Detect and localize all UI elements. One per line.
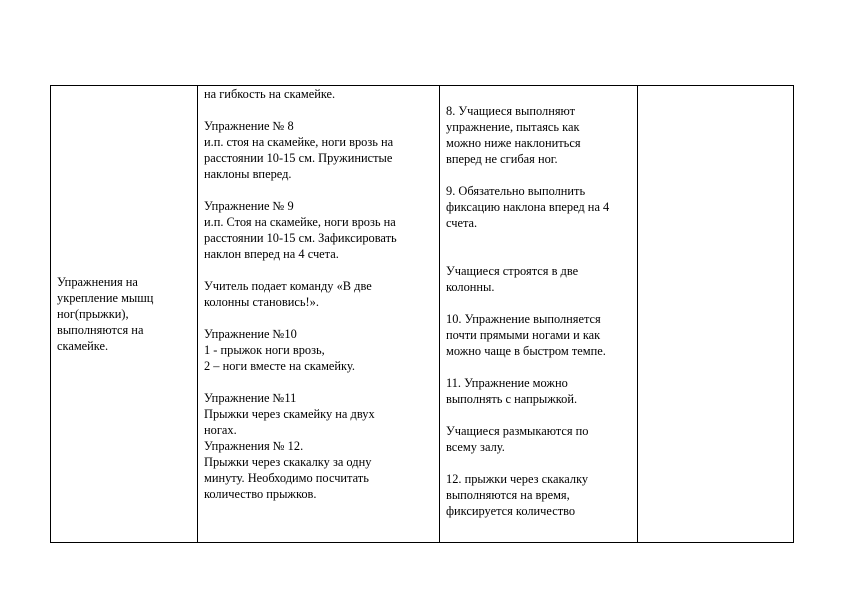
exercise-content-line: Прыжки через скакалку за одну bbox=[204, 455, 372, 469]
exercise-content-line: Прыжки через скамейку на двух bbox=[204, 407, 375, 421]
methodical-note-line: выполнять с напрыжкой. bbox=[446, 392, 578, 406]
methodical-note-line: 11. Упражнение можно bbox=[446, 376, 568, 390]
exercise-content-line: на гибкость на скамейке. bbox=[204, 87, 336, 101]
exercise-content-line: минуту. Необходимо посчитать bbox=[204, 471, 369, 485]
empty-cell bbox=[638, 86, 794, 543]
exercise-content-line: Упражнение № 8 bbox=[204, 119, 294, 133]
methodical-note-line: почти прямыми ногами и как bbox=[446, 328, 601, 342]
paragraph-gap bbox=[446, 407, 631, 423]
exercise-content-line: расстоянии 10-15 см. Зафиксировать bbox=[204, 231, 397, 245]
methodical-note-line: можно чаще в быстром темпе. bbox=[446, 344, 606, 358]
paragraph-gap bbox=[204, 102, 433, 118]
paragraph-gap bbox=[446, 359, 631, 375]
exercise-name-line: выполняются на bbox=[57, 323, 144, 337]
exercise-name-cell bbox=[51, 86, 198, 543]
exercise-content-line: наклон вперед на 4 счета. bbox=[204, 247, 339, 261]
methodical-note-line: 10. Упражнение выполняется bbox=[446, 312, 601, 326]
methodical-notes-text bbox=[440, 86, 637, 519]
methodical-note-line: фиксируется количество bbox=[446, 504, 576, 518]
methodical-note-line: можно ниже наклониться bbox=[446, 136, 581, 150]
exercise-content-line: Учитель подает команду «В две bbox=[204, 279, 372, 293]
exercise-name-line: укрепление мышц bbox=[57, 291, 154, 305]
paragraph-gap bbox=[446, 247, 631, 263]
paragraph-gap bbox=[446, 295, 631, 311]
exercise-content-line: Упражнение №10 bbox=[204, 327, 297, 341]
methodical-note-line: всему залу. bbox=[446, 440, 505, 454]
exercise-name-line: ног(прыжки), bbox=[57, 307, 129, 321]
exercise-content-line: 1 - прыжок ноги врозь, bbox=[204, 343, 325, 357]
methodical-note-line: Учащиеся размыкаются по bbox=[446, 424, 589, 438]
exercise-content-line: Упражнение № 9 bbox=[204, 199, 294, 213]
exercise-name-line: Упражнения на bbox=[57, 275, 138, 289]
empty-cell-text bbox=[638, 86, 793, 92]
methodical-note-line: колонны. bbox=[446, 280, 495, 294]
methodical-note-line: 9. Обязательно выполнить bbox=[446, 184, 586, 198]
exercise-content-line: расстоянии 10-15 см. Пружинистые bbox=[204, 151, 393, 165]
exercise-content-line: наклоны вперед. bbox=[204, 167, 292, 181]
methodical-note-line: Учащиеся строятся в две bbox=[446, 264, 579, 278]
exercise-content-line: количество прыжков. bbox=[204, 487, 317, 501]
exercise-content-text bbox=[198, 86, 439, 502]
methodical-note-line: упражнение, пытаясь как bbox=[446, 120, 580, 134]
exercise-content-line: 2 – ноги вместе на скамейку. bbox=[204, 359, 355, 373]
exercise-content-line: Упражнения № 12. bbox=[204, 439, 304, 453]
exercise-content-line: колонны становись!». bbox=[204, 295, 319, 309]
methodical-note-line: счета. bbox=[446, 216, 478, 230]
methodical-note-line: вперед не сгибая ног. bbox=[446, 152, 558, 166]
paragraph-gap bbox=[446, 167, 631, 183]
paragraph-gap bbox=[204, 182, 433, 198]
paragraph-gap bbox=[446, 231, 631, 247]
exercise-content-line: Упражнение №11 bbox=[204, 391, 297, 405]
exercise-content-line: и.п. стоя на скамейке, ноги врозь на bbox=[204, 135, 394, 149]
paragraph-gap bbox=[204, 374, 433, 390]
exercise-name-line: скамейке. bbox=[57, 339, 109, 353]
paragraph-gap bbox=[446, 455, 631, 471]
exercise-content-line: и.п. Стоя на скамейке, ноги врозь на bbox=[204, 215, 396, 229]
methodical-note-line: 8. Учащиеся выполняют bbox=[446, 104, 576, 118]
exercise-content-line: ногах. bbox=[204, 423, 237, 437]
methodical-note-line: фиксацию наклона вперед на 4 bbox=[446, 200, 610, 214]
lesson-plan-table bbox=[50, 85, 794, 543]
methodical-notes-cell bbox=[440, 86, 638, 543]
paragraph-gap bbox=[204, 310, 433, 326]
table-row bbox=[51, 86, 794, 543]
methodical-note-line: выполняются на время, bbox=[446, 488, 570, 502]
exercise-content-cell bbox=[198, 86, 440, 543]
paragraph-gap bbox=[204, 262, 433, 278]
methodical-note-line: 12. прыжки через скакалку bbox=[446, 472, 589, 486]
exercise-name-text bbox=[51, 274, 197, 354]
